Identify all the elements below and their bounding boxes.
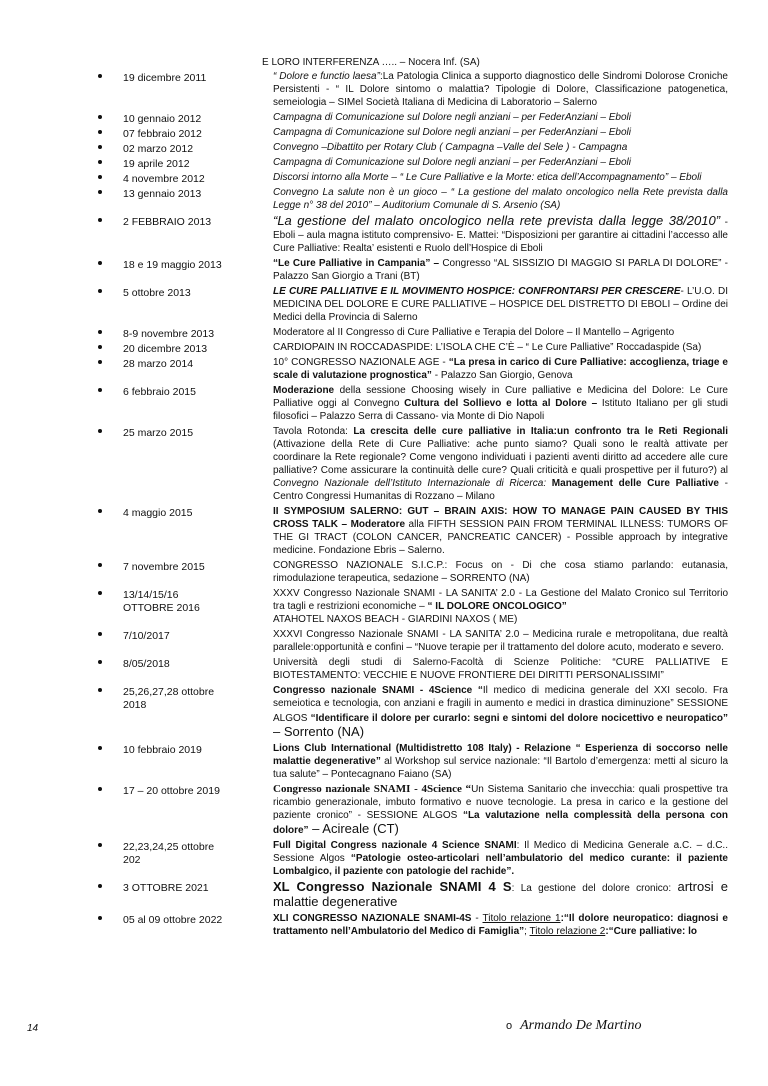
entry-date: 07 febbraio 2012 — [123, 128, 202, 140]
cv-entry — [0, 684, 768, 742]
entry-date: 2 FEBBRAIO 2013 — [123, 216, 212, 228]
cv-entry — [0, 111, 768, 126]
entry-text-segment: “ Dolore e functio laesa” — [273, 71, 380, 82]
entry-text-segment: XLI CONGRESSO NAZIONALE SNAMI-4S — [273, 913, 472, 924]
entry-description — [273, 356, 728, 384]
entry-description — [273, 186, 728, 214]
entry-text-segment: Congresso nazionale SNAMI - 4Science “ — [273, 685, 483, 696]
entry-text-segment: Discorsi intorno alla Morte – “ Le Cure Palliative e la Morte: etica dell’Accompagnamento” – Eboli — [273, 172, 702, 183]
cv-entry — [0, 285, 768, 326]
cv-entry — [0, 559, 768, 587]
entry-text-segment: Tavola Rotonda: — [273, 426, 354, 437]
entry-text-segment: Campagna di Comunicazione sul Dolore negli anziani – per FederAnziani – Eboli — [273, 112, 631, 123]
entry-date: 3 OTTOBRE 2021 — [123, 882, 209, 894]
cv-entry — [0, 141, 768, 156]
entry-text-segment: “La valutazione nella complessità della persona con dolore” — [273, 810, 728, 836]
entry-text-segment: Full Digital Congress nazionale 4 Science SNAMI — [273, 840, 517, 851]
entry-text-segment: “La gestione del malato oncologico nella rete prevista dalla legge 38/2010” — [273, 213, 721, 228]
entry-description — [273, 285, 728, 326]
entry-text-segment: al Workshop sul service nazionale: “Il Bartolo d’emergenza: metti al sicuro la tua salute” – Pontecagnano Faiano (SA) — [273, 756, 728, 780]
cv-entry — [0, 425, 768, 505]
cv-entry — [0, 783, 768, 839]
entry-description — [273, 880, 728, 912]
entry-date: 4 maggio 2015 — [123, 507, 193, 519]
entry-text-segment: (Attivazione della Rete di Cure Palliative: ache punto siamo? Quali sono le realtà attivate per coordinare la Rete regionale? Come vengono individuati i pazienti aventi diritto ad accedere alle cure palliative? Come assicurare la continuità delle cure? Quali criticità e quali prospettive per il futuro?) al — [273, 439, 728, 476]
entry-text-segment: - Centro Congressi Humanitas di Rozzano – Milano — [273, 478, 729, 502]
entry-date: 20 dicembre 2013 — [123, 343, 208, 355]
entry-text-segment: Convegno Nazionale dell’Istituto Internazionale di Ricerca: — [273, 478, 547, 489]
entry-text-segment: alla FIFTH SESSION PAIN FROM TERMINAL ILLNESS: TUMORS OF THE GI TRACT (COLON CANCER, PANCREATIC CANCER) - Possible approach by integrative medicine. Fondazione Ebris – Salerno. — [273, 519, 728, 556]
entry-text-segment: Congresso nazionale SNAMI - 4Science “ — [273, 783, 472, 795]
entry-description — [273, 156, 728, 171]
entry-description — [273, 214, 728, 257]
entry-text-segment: Moderatore al II Congresso di Cure Palliative e Terapia del Dolore – Il Mantello – Agrigento — [273, 327, 675, 338]
entry-description — [273, 111, 728, 126]
entry-text-segment: - Palazzo San Giorgio, Genova — [431, 370, 573, 381]
entry-text-segment: – Acireale (CT) — [308, 821, 399, 836]
entry-description — [273, 141, 728, 156]
entry-text-segment: Convegno La salute non è un gioco – “ La gestione del malato oncologico nella Rete prevista dalla Legge n° 38 del 2010” – Auditorium Comunale di S. Arsenio (SA) — [273, 187, 728, 211]
entry-text-segment: “ IL DOLORE ONCOLOGICO” — [427, 601, 567, 612]
entry-text-segment: - Eboli – aula magna istituto comprensivo- E. Mattei: “Disposizioni per garantire ai cittadini l’accesso alle Cure Palliative: Realta’ esistenti e Ruolo dell’Hospice di Eboli — [273, 217, 729, 254]
cv-entry — [0, 839, 768, 880]
entry-description — [273, 684, 728, 742]
entry-text-segment: : La gestione del dolore cronico: — [511, 883, 678, 894]
cv-entry — [0, 628, 768, 656]
cv-entry — [0, 186, 768, 214]
entry-text-segment: Istituto Italiano per gli studi filosofici – Palazzo Serra di Cassano- via Monte di Dio Napoli — [273, 398, 728, 422]
entry-description — [273, 341, 728, 356]
cv-entry — [0, 356, 768, 384]
entry-description — [273, 783, 728, 839]
cv-entry — [0, 156, 768, 171]
cv-entry — [0, 384, 768, 425]
entry-date: 4 novembre 2012 — [123, 173, 205, 185]
cv-entry — [0, 656, 768, 684]
entry-date: 19 dicembre 2011 — [123, 72, 207, 84]
signature-name: Armando De Martino — [520, 1018, 642, 1033]
entry-description — [273, 656, 728, 684]
entry-date: 17 – 20 ottobre 2019 — [123, 785, 220, 797]
entry-date: 02 marzo 2012 — [123, 143, 194, 155]
cv-entry — [0, 912, 768, 940]
entry-text-segment: Campagna di Comunicazione sul Dolore negli anziani – per FederAnziani – Eboli — [273, 127, 631, 138]
entry-date: 25,26,27,28 ottobre 2018 — [123, 686, 215, 711]
entry-date: 10 gennaio 2012 — [123, 113, 202, 125]
entry-text-segment: - L’U.O. DI MEDICINA DEL DOLORE E CURE PALLIATIVE – HOSPICE DEL DISTRETTO DI EBOLI – Ordine dei Medici della Provincia di Salerno — [273, 286, 728, 323]
entry-date: 7/10/2017 — [123, 630, 170, 642]
entry-description — [273, 839, 728, 880]
entry-description — [273, 70, 728, 111]
entry-text-segment: XXXV Congresso Nazionale SNAMI - LA SANITA’ 2.0 - La Gestione del Malato Cronico sul Territorio tra tagli e restrizioni economiche – — [273, 588, 728, 612]
entry-date: 10 febbraio 2019 — [123, 744, 202, 756]
entry-date: 6 febbraio 2015 — [123, 386, 196, 398]
entry-date: 13 gennaio 2013 — [123, 188, 202, 200]
cv-entry — [0, 126, 768, 141]
entry-date: 5 ottobre 2013 — [123, 287, 191, 299]
entry-text-segment: – Sorrento (NA) — [273, 724, 365, 739]
entry-text-segment: Cultura del Sollievo e lotta al Dolore – — [404, 398, 598, 409]
entry-text-segment: Convegno –Dibattito per Rotary Club ( Campagna –Valle del Sele ) - Campagna — [273, 142, 628, 153]
cv-entry — [0, 880, 768, 912]
cv-entry — [0, 505, 768, 559]
entry-text-segment: - — [471, 913, 483, 924]
entry-description — [273, 425, 728, 505]
entry-text-segment: LE CURE PALLIATIVE E IL MOVIMENTO HOSPICE: CONFRONTARSI PER CRESCERE — [273, 286, 681, 297]
entry-date: 7 novembre 2015 — [123, 561, 205, 573]
cv-entry — [0, 326, 768, 341]
entry-text-segment: CARDIOPAIN IN ROCCADASPIDE: L’ISOLA CHE C’È – “ Le Cure Palliative” Roccadaspide (Sa) — [273, 342, 702, 353]
entry-description — [273, 628, 728, 656]
entry-description — [273, 587, 728, 628]
entry-description — [273, 505, 728, 559]
entry-text-segment: : Il Medico di Medicina Generale a.C. – d.C.. Sessione Algos — [273, 840, 728, 864]
entry-text-segment: artrosi e malattie degenerative — [273, 879, 728, 909]
entry-text-segment: ; — [524, 926, 530, 937]
entry-text-segment: Moderazione — [273, 385, 335, 396]
entry-text-segment: Un Sistema Sanitario che invecchia: quali prospettive tra ricambio generazionale, imbuto formativo e nuove tecnologie. La presa in carico e la gestione del paziente cronico” - SESSIONE ALGOS — [273, 784, 728, 821]
cv-entry — [0, 70, 768, 111]
cv-entry — [0, 587, 768, 628]
cv-entry — [0, 171, 768, 186]
signature-bullet: o — [506, 1020, 513, 1032]
entry-text-segment: 10° CONGRESSO NAZIONALE AGE - — [273, 357, 449, 368]
entry-date: 18 e 19 maggio 2013 — [123, 259, 222, 271]
entry-text-segment: CONGRESSO NAZIONALE S.I.C.P.: Focus on - Di che cosa stiamo parlando: eutanasia, rimodulazione terapeutica, sedazione – SORRENTO (NA) — [273, 560, 728, 584]
entry-date: 13/14/15/16 OTTOBRE 2016 — [123, 589, 200, 614]
entry-text-segment: Congresso “AL SISSIZIO DI MAGGIO SI PARLA DI DOLORE” - Palazzo San Giorgio a Trani (BT) — [273, 258, 728, 282]
signature — [506, 1018, 641, 1034]
entry-date: 19 aprile 2012 — [123, 158, 190, 170]
entry-description — [273, 326, 728, 341]
cv-entry-list — [0, 70, 768, 940]
entry-date: 05 al 09 ottobre 2022 — [123, 914, 223, 926]
entry-text-segment: La crescita delle cure palliative in Italia:un confronto tra le Reti Regionali — [353, 426, 728, 437]
entry-text-segment: XL Congresso Nazionale SNAMI 4 S — [273, 879, 512, 894]
entry-text-segment: :“Cure palliative: lo — [605, 926, 697, 937]
entry-description — [273, 126, 728, 141]
entry-text-segment: Titolo relazione 1 — [482, 913, 561, 924]
entry-description — [273, 742, 728, 783]
entry-text-segment: Università degli studi di Salerno-Facoltà di Scienze Politiche: “CURE PALLIATIVE E BIOTESTAMENTO: VECCHIE E NUOVE FRONTIERE DEI DIRITTI PERSONALISSIMI” — [273, 657, 728, 681]
entry-date: 8-9 novembre 2013 — [123, 328, 215, 340]
entry-date: 28 marzo 2014 — [123, 358, 194, 370]
entry-date: 22,23,24,25 ottobre 202 — [123, 841, 215, 866]
entry-text-segment: Titolo relazione 2 — [529, 926, 606, 937]
entry-text-segment: ATAHOTEL NAXOS BEACH - GIARDINI NAXOS ( ME) — [273, 614, 518, 625]
entry-description — [273, 912, 728, 940]
entry-text-segment: :“Il dolore neuropatico: diagnosi e trattamento nell’Ambulatorio del Medico di Famiglia” — [273, 913, 728, 937]
entry-text-segment: II SYMPOSIUM SALERNO: GUT – BRAIN AXIS: HOW TO MANAGE PAIN CAUSED BY THIS CROSS TALK – Moderatore — [273, 506, 728, 530]
entry-description — [273, 257, 728, 285]
page-number: 14 — [27, 1023, 39, 1034]
entry-text-segment: Campagna di Comunicazione sul Dolore negli anziani – per FederAnziani – Eboli — [273, 157, 631, 168]
cv-entry — [0, 257, 768, 285]
entry-text-segment: Management delle Cure Palliative — [546, 478, 719, 489]
intro-line: E LORO INTERFERENZA ….. – Nocera Inf. (SA) — [262, 57, 480, 68]
entry-text-segment: Lions Club International (Multidistretto 108 Italy) - Relazione “ Esperienza di soccorso nelle malattie degenerative” — [273, 743, 728, 767]
entry-text-segment: “Identificare il dolore per curarlo: segni e sintomi del dolore nocicettivo e neuropatico” — [310, 713, 728, 724]
entry-text-segment: :La Patologia Clinica a supporto diagnostico delle Sindromi Dolorose Croniche Persistenti - “ IL Dolore sintomo o malattia? Tipologie di Dolore, Classificazione patogenetica, semeiologia – SIMel Società Italiana di Medicina di Laboratorio – Salerno — [273, 71, 728, 108]
cv-entry — [0, 742, 768, 783]
entry-text-segment: della sessione Choosing wisely in Cure palliative e Medicina del Dolore: Le Cure Palliative oggi al Convegno — [273, 385, 728, 409]
entry-text-segment: “Patologie osteo-articolari nell’ambulatorio del medico curante: il paziente Lombalgico, il paziente con patologie del rachide”. — [273, 853, 728, 877]
cv-entry — [0, 214, 768, 257]
entry-date: 25 marzo 2015 — [123, 427, 194, 439]
entry-date: 8/05/2018 — [123, 658, 170, 670]
entry-description — [273, 559, 728, 587]
entry-description — [273, 171, 728, 186]
cv-entry — [0, 341, 768, 356]
entry-description — [273, 384, 728, 425]
entry-text-segment: XXXVI Congresso Nazionale SNAMI - LA SANITA’ 2.0 – Medicina rurale e metropolitana, due realtà parallele:opportunità e confini – “Nuove terapie per il trattamento del dolore acuto, moderato e severo. — [273, 629, 728, 653]
entry-text-segment: “La presa in carico di Cure Palliative: accoglienza, triage e scale di valutazione prognostica” — [273, 357, 728, 381]
entry-text-segment: Il medico di medicina generale del XXI secolo. Fra semeiotica e tecnologia, con anziani e fragili in aumento e medici in drastica diminuzione” SESSIONE ALGOS — [273, 685, 728, 724]
entry-text-segment: “Le Cure Palliative in Campania” – — [273, 258, 440, 269]
